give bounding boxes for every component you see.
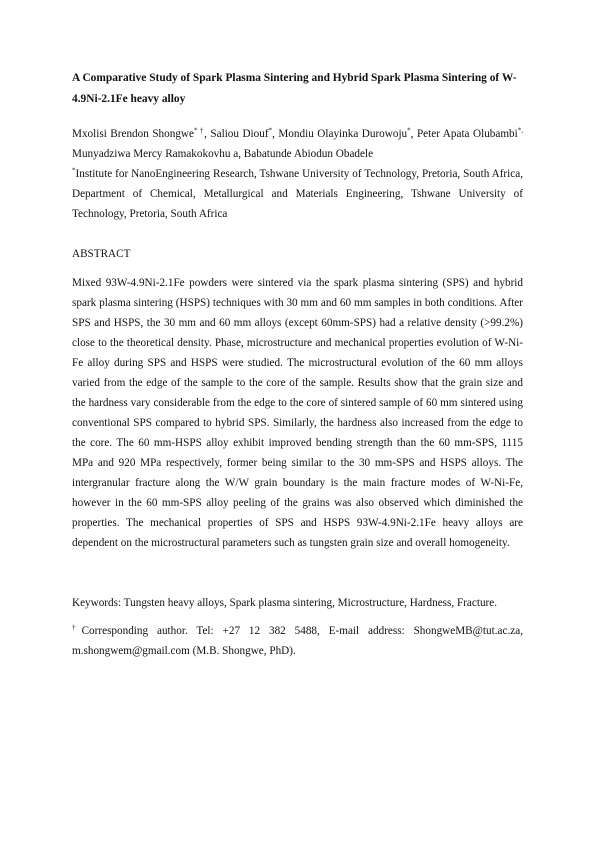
corresponding-text: Corresponding author. Tel: +27 12 382 5488, E-mail address: ShongweMB@tut.ac.za, m.shongwem@gmail.com (M.B. Shongwe, PhD). [72, 625, 523, 657]
corresponding-author-note [72, 621, 523, 661]
author-name: Mxolisi Brendon Shongwe [72, 128, 194, 140]
author-name: Munyadziwa Mercy Ramakokovhu a, Babatunde Abiodun Obadele [72, 148, 374, 160]
author-name: , Saliou Diouf [204, 128, 269, 140]
author-affiliation-mark: * [407, 126, 411, 135]
affiliation [72, 164, 523, 224]
author-list [72, 124, 523, 164]
affiliation-text: Institute for NanoEngineering Research, Tshwane University of Technology, Pretoria, South Africa, Department of Chemical, Metallurgical and Materials Engineering, Tshwane University of Technology, Pretoria, South Africa [72, 168, 523, 220]
author-name: , Mondiu Olayinka Durowoju [272, 128, 408, 140]
author-affiliation-mark: * † [193, 126, 205, 135]
author-affiliation-mark: * [268, 126, 273, 135]
abstract-text: Mixed 93W-4.9Ni-2.1Fe powders were sintered via the spark plasma sintering (SPS) and hybrid spark plasma sintering (HSPS) techniques with 30 mm and 60 mm samples in both conditions. After SPS and HSPS, the 30 mm and 60 mm alloys (except 60mm-SPS) had a relative density (>99.2%) close to the theoretical density. Phase, microstructure and mechanical properties evolution of W-Ni-Fe alloy during SPS and HSPS were studied. The microstructural evolution of the 60 mm alloys varied from the edge of the sample to the core of the sample. Results show that the grain size and the hardness vary considerable from the edge to the core of sintered sample of 60 mm sintered using conventional SPS compared to hybrid SPS. Similarly, the hardness also increased from the edge to the core. The 60 mm-HSPS alloy exhibit improved bending strength than the 60 mm-SPS, 1115 MPa and 920 MPa respectively, former being similar to the 30 mm-SPS and HSPS alloys. The intergranular fracture along the W/W grain boundary is the main fracture modes of W-Ni-Fe, however in the 60 mm-SPS alloy peeling of the grains was also observed which diminished the properties. The mechanical properties of SPS and HSPS 93W-4.9Ni-2.1Fe heavy alloys are dependent on the microstructural parameters such as tungsten grain size and overall homogeneity. [72, 277, 523, 549]
corresponding-mark: † [72, 623, 82, 632]
abstract-heading: ABSTRACT [72, 248, 131, 260]
affiliation-mark: * [72, 166, 76, 175]
paper-title: A Comparative Study of Spark Plasma Sintering and Hybrid Spark Plasma Sintering of W-4.9Ni-2.1Fe heavy alloy [72, 72, 517, 105]
author-affiliation-mark: *, [517, 126, 523, 135]
author-name: , Peter Apata Olubambi [410, 128, 518, 140]
keywords: Keywords: Tungsten heavy alloys, Spark plasma sintering, Microstructure, Hardness, Fracture. [72, 597, 498, 609]
